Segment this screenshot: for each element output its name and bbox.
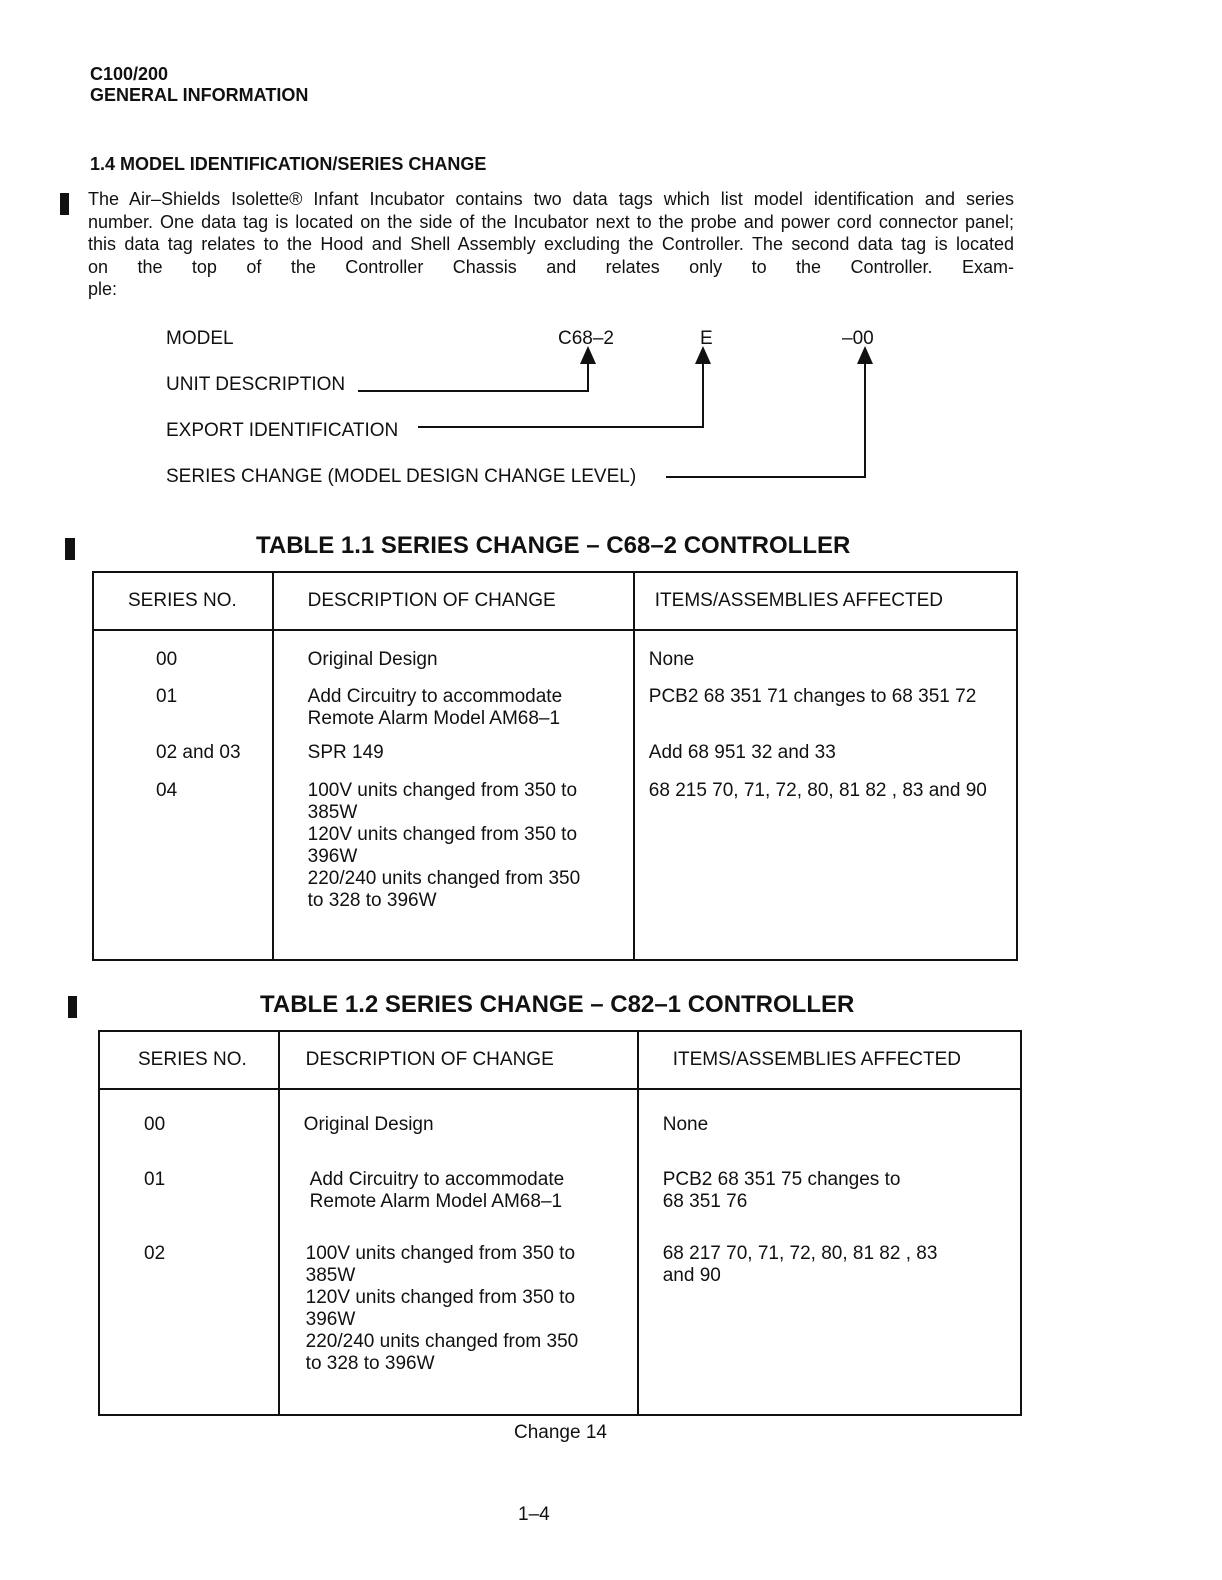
table-header: SERIES NO. [99,1031,279,1089]
doc-model: C100/200 [90,64,169,84]
series-cell: 00 [93,630,273,672]
model-code: C68–2 [558,328,614,349]
section-title: 1.4 MODEL IDENTIFICATION/SERIES CHANGE [90,154,487,174]
items-line: 68 217 70, 71, 72, 80, 81 82 , 83 [662,1243,938,1264]
table-header: DESCRIPTION OF CHANGE [273,572,634,630]
description-line: 220/240 units changed from 350 [305,1331,579,1352]
table-header: SERIES NO. [93,572,273,630]
series-cell: 04 [93,770,273,960]
items-cell: 68 215 70, 71, 72, 80, 81 82 , 83 and 90 [634,770,1017,960]
series-table-c82 [98,1030,1022,1416]
series-change-label: SERIES CHANGE (MODEL DESIGN CHANGE LEVEL) [166,466,637,487]
intro-line: The Air–Shields Isolette® Infant Incubator contains two data tags which list model identification and series [88,189,1014,209]
table-row [93,630,1017,672]
table-row [93,732,1017,770]
description-line: to 328 to 396W [307,890,437,911]
model-label: MODEL [166,328,234,349]
change-bar [60,193,69,215]
table-header: ITEMS/ASSEMBLIES AFFECTED [634,572,1017,630]
description-line: 396W [305,1309,356,1330]
connector-line [666,476,866,478]
connector-line [358,390,589,392]
change-notice: Change 14 [514,1422,607,1443]
connector-line [587,362,589,392]
items-line: PCB2 68 351 75 changes to [662,1169,901,1190]
intro-line: ple: [88,279,118,299]
items-cell: Add 68 951 32 and 33 [634,732,1017,770]
intro-paragraph [88,188,1014,301]
doc-section: GENERAL INFORMATION [90,85,309,105]
series-code: –00 [842,328,874,349]
intro-line: this data tag relates to the Hood and Shell Assembly excluding the Controller. The second data tag is located [88,234,1014,254]
description-line: 100V units changed from 350 to [307,780,578,801]
description-line: 396W [307,846,358,867]
description-cell [279,1223,638,1415]
items-cell: None [638,1089,1021,1147]
description-line: Add Circuitry to accommodate [309,1169,565,1190]
description-line: 385W [305,1265,356,1286]
table-title: TABLE 1.2 SERIES CHANGE – C82–1 CONTROLLER [260,991,855,1018]
series-cell: 00 [99,1089,279,1147]
description-line: 120V units changed from 350 to [307,824,578,845]
table-row [99,1089,1021,1147]
series-cell: 01 [99,1147,279,1223]
items-line: 68 351 76 [662,1191,748,1212]
description-line: 220/240 units changed from 350 [307,868,581,889]
description-line: Remote Alarm Model AM68–1 [307,708,561,729]
connector-line [864,362,866,478]
description-line: Add Circuitry to accommodate [307,686,563,707]
table-title: TABLE 1.1 SERIES CHANGE – C68–2 CONTROLLER [256,532,851,559]
export-identification-label: EXPORT IDENTIFICATION [166,420,399,441]
intro-line: number. One data tag is located on the side of the Incubator next to the probe and power cord connector panel; [88,211,1014,232]
series-cell: 01 [93,672,273,732]
change-bar [65,538,75,560]
description-cell: Original Design [273,630,634,672]
description-line: 385W [307,802,358,823]
series-table-c68 [92,571,1018,961]
description-line: 120V units changed from 350 to [305,1287,576,1308]
connector-line [418,426,704,428]
description-cell: Original Design [279,1089,638,1147]
unit-description-label: UNIT DESCRIPTION [166,374,346,395]
description-cell [273,672,634,732]
description-cell [279,1147,638,1223]
series-cell: 02 and 03 [93,732,273,770]
page-number: 1–4 [518,1504,550,1525]
items-cell [638,1223,1021,1415]
table-row [93,770,1017,960]
table-row [93,672,1017,732]
export-code: E [700,328,713,349]
intro-line: on the top of the Controller Chassis and relates only to the Controller. Exam- [88,256,1014,277]
items-cell [638,1147,1021,1223]
table-row [99,1147,1021,1223]
connector-line [702,362,704,428]
items-cell: PCB2 68 351 71 changes to 68 351 72 [634,672,1017,732]
description-cell [273,770,634,960]
items-cell: None [634,630,1017,672]
table-header: DESCRIPTION OF CHANGE [279,1031,638,1089]
description-line: 100V units changed from 350 to [305,1243,576,1264]
table-row [99,1223,1021,1415]
series-cell: 02 [99,1223,279,1415]
items-line: and 90 [662,1265,721,1286]
description-cell: SPR 149 [273,732,634,770]
table-header: ITEMS/ASSEMBLIES AFFECTED [638,1031,1021,1089]
description-line: to 328 to 396W [305,1353,435,1374]
description-line: Remote Alarm Model AM68–1 [309,1191,563,1212]
change-bar [68,996,77,1018]
